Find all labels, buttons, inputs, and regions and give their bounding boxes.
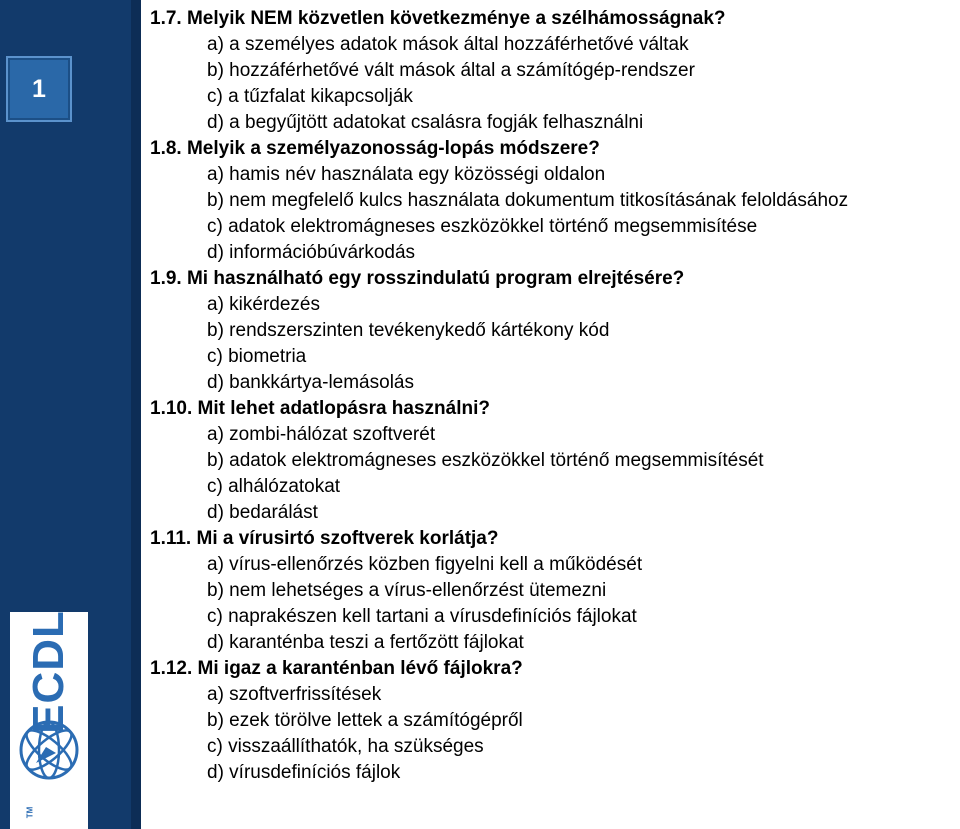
sidebar-edge bbox=[131, 0, 141, 829]
answer-option: b) nem megfelelő kulcs használata dokumentum titkosításának feloldásához bbox=[207, 190, 849, 211]
question-title: 1.9. Mi használható egy rosszindulatú program elrejtésére? bbox=[150, 268, 685, 289]
answer-option: b) ezek törölve lettek a számítógépről bbox=[207, 710, 523, 731]
answer-option: c) visszaállíthatók, ha szükséges bbox=[207, 736, 484, 757]
chapter-number: 1 bbox=[32, 74, 46, 103]
answer-option: d) karanténba teszi a fertőzött fájlokat bbox=[207, 632, 524, 653]
answer-option: a) a személyes adatok mások által hozzáférhetővé váltak bbox=[207, 34, 689, 55]
answer-option: a) zombi-hálózat szoftverét bbox=[207, 424, 436, 445]
answer-option: d) a begyűjtött adatokat csalásra fogják felhasználni bbox=[207, 112, 644, 133]
answer-option: c) biometria bbox=[207, 346, 307, 367]
answer-option: c) adatok elektromágneses eszközökkel történő megsemmisítése bbox=[207, 216, 758, 237]
answer-option: b) hozzáférhetővé vált mások által a számítógép-rendszer bbox=[207, 60, 695, 81]
answer-option: b) nem lehetséges a vírus-ellenőrzést ütemezni bbox=[207, 580, 607, 601]
question-title: 1.12. Mi igaz a karanténban lévő fájlokra? bbox=[150, 658, 523, 679]
ecdl-logo bbox=[10, 612, 88, 829]
answer-option: d) információbúvárkodás bbox=[207, 242, 416, 263]
answer-option: c) alhálózatokat bbox=[207, 476, 341, 497]
answer-option: a) szoftverfrissítések bbox=[207, 684, 382, 705]
answer-option: b) rendszerszinten tevékenykedő kártékony kód bbox=[207, 320, 610, 341]
answer-option: a) kikérdezés bbox=[207, 294, 320, 315]
chapter-number-badge bbox=[6, 56, 72, 122]
question-title: 1.10. Mit lehet adatlopásra használni? bbox=[150, 398, 490, 419]
logo-text: ECDL bbox=[24, 610, 73, 734]
question-title: 1.11. Mi a vírusirtó szoftverek korlátja? bbox=[150, 528, 499, 549]
sidebar bbox=[0, 0, 131, 829]
answer-option: c) naprakészen kell tartani a vírusdefiníciós fájlokat bbox=[207, 606, 637, 627]
answer-option: d) vírusdefiníciós fájlok bbox=[207, 762, 401, 783]
globe-icon bbox=[16, 717, 82, 783]
answer-option: d) bankkártya-lemásolás bbox=[207, 372, 414, 393]
answer-option: a) vírus-ellenőrzés közben figyelni kell a működését bbox=[207, 554, 643, 575]
question-title: 1.8. Melyik a személyazonosság-lopás módszere? bbox=[150, 138, 600, 159]
answer-option: a) hamis név használata egy közösségi oldalon bbox=[207, 164, 606, 185]
answer-option: b) adatok elektromágneses eszközökkel történő megsemmisítését bbox=[207, 450, 764, 471]
answer-option: c) a tűzfalat kikapcsolják bbox=[207, 86, 413, 107]
answer-option: d) bedarálást bbox=[207, 502, 318, 523]
question-list bbox=[150, 6, 952, 786]
question-title: 1.7. Melyik NEM közvetlen következménye a szélhámosságnak? bbox=[150, 8, 726, 29]
trademark-mark: TM bbox=[25, 806, 35, 819]
